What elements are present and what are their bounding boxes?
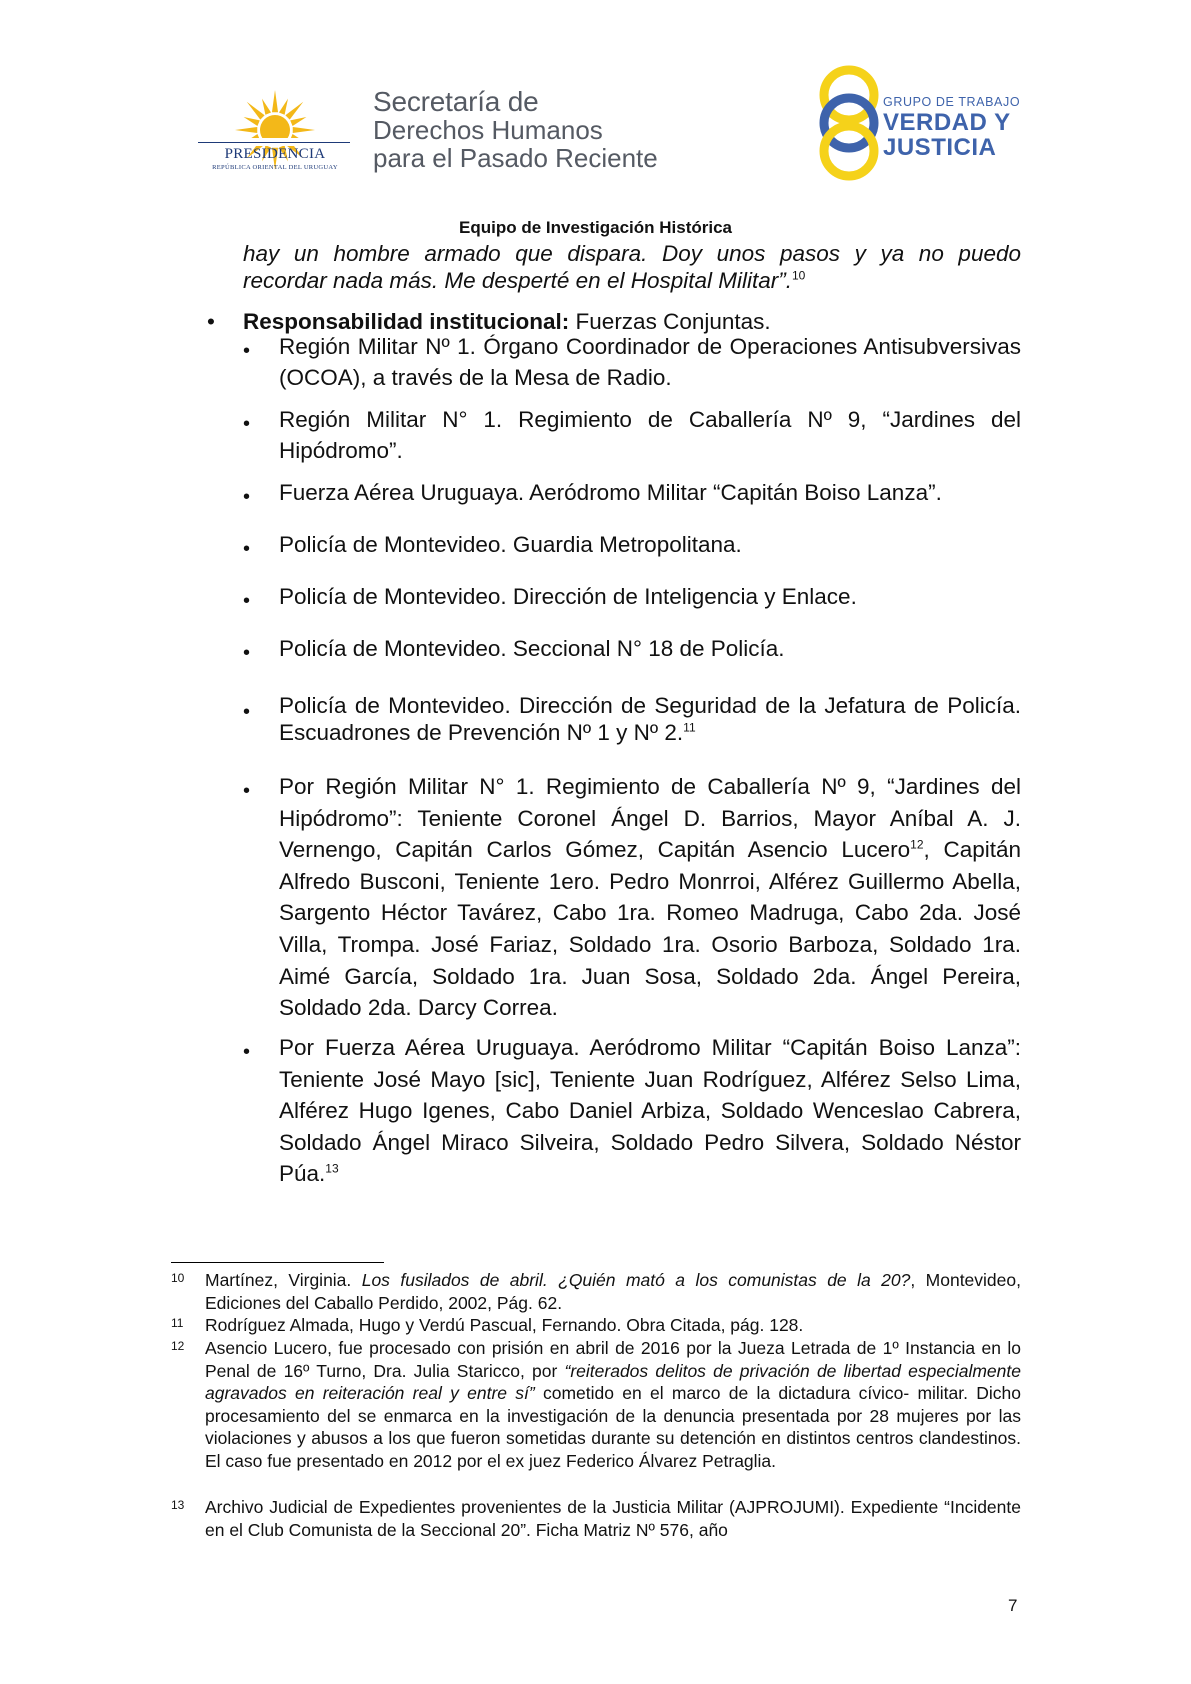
list-item	[279, 771, 1021, 1024]
secretaria-line2: Derechos Humanos	[373, 115, 603, 145]
footnote-text	[205, 1337, 1021, 1472]
sub-bullet-icon: •	[243, 590, 251, 612]
sun-ray	[235, 127, 257, 133]
list-item	[279, 692, 1021, 746]
sun-ray	[293, 127, 315, 133]
footnote-text-plain: cometido en el marco de la dictadura cívico- militar. Dicho procesamiento del se enmarca en la investigación de la denuncia presentada por 28 mujeres por las violaciones y abusos a los que fueron sometidas durante su detención en distintos centros clandestinos. El caso fue presentado en 2012 por el ex juez Federico Álvarez Petraglia.	[205, 1383, 1022, 1471]
sub-bullet-icon: •	[243, 413, 251, 435]
footnote-text-italic: “reiterados delitos de privación de libertad especialmente agravados en reiteración real y entre sí”	[205, 1360, 1021, 1403]
presidencia-title: PRESIDENCIA	[224, 146, 326, 162]
footnote-text-italic: Los fusilados de abril. ¿Quién mató a los comunistas de la 20?	[361, 1270, 911, 1290]
presidencia-rule	[198, 142, 350, 143]
footnote-text: Archivo Judicial de Expedientes provenientes de la Justicia Militar (AJPROJUMI). Expediente “Incidente en el Club Comunista de la Seccional 20”. Ficha Matriz Nº 576, año	[205, 1497, 1021, 1540]
footnote-number: 13	[171, 1498, 185, 1512]
footnote-text-plain: Martínez, Virginia.	[205, 1270, 362, 1290]
list-item: Policía de Montevideo. Guardia Metropolitana.	[279, 532, 742, 557]
bullet-icon: •	[207, 309, 215, 334]
page-number: 7	[1008, 1596, 1018, 1615]
footnote-text	[205, 1269, 1021, 1314]
gtvj-line1: VERDAD Y	[883, 109, 1011, 136]
secretaria-line3: para el Pasado Reciente	[373, 143, 658, 173]
gtvj-line2: JUSTICIA	[883, 134, 997, 161]
footnote-ref-10[interactable]: 10	[792, 268, 806, 283]
sub-bullet-icon: •	[243, 486, 251, 508]
sun-ray	[285, 102, 303, 120]
footnote-ref-11[interactable]: 11	[683, 720, 696, 735]
responsabilidad-value: Fuerzas Conjuntas.	[569, 309, 771, 334]
quote-line-1: hay un hombre armado que dispara. Doy unos pasos y ya no puedo	[243, 241, 1021, 266]
sub-bullet-icon: •	[243, 701, 251, 723]
list-item-text-continued: , Capitán Alfredo Busconi, Teniente 1ero. Pedro Monrroi, Alférez Guillermo Abella, Sargento Héctor Tavárez, Cabo 1ra. Romeo Madruga, Cabo 2da. José Villa, Trompa. José Fariaz, Soldado 1ra. Osorio Barboza, Soldado 1ra. Aimé García, Soldado 1ra. Juan Sosa, Soldado 2da. Ángel Pereira, Soldado 2da. Darcy Correa.	[279, 837, 1021, 1021]
sun-ray	[290, 117, 306, 126]
responsabilidad-label: Responsabilidad institucional:	[243, 309, 570, 334]
footnote-ref-13[interactable]: 13	[325, 1161, 339, 1176]
quote-continuation	[243, 240, 1021, 294]
team-heading: Equipo de Investigación Histórica	[459, 218, 732, 237]
secretaria-wordmark	[373, 88, 658, 172]
page-header	[0, 0, 1191, 240]
list-item-text: Policía de Montevideo. Dirección de Seguridad de la Jefatura de Policía. Escuadrones de Prevención Nº 1 y Nº 2.	[279, 693, 1021, 745]
gtvj-small-line: GRUPO DE TRABAJO	[883, 95, 1021, 109]
list-item: Policía de Montevideo. Dirección de Inteligencia y Enlace.	[279, 584, 857, 609]
sun-ray	[247, 102, 265, 120]
sub-bullet-icon: •	[243, 538, 251, 560]
footnote-separator	[171, 1262, 384, 1263]
list-item: Región Militar N° 1. Regimiento de Caballería Nº 9, “Jardines del Hipódromo”.	[279, 407, 1021, 463]
list-item: Región Militar Nº 1. Órgano Coordinador de Operaciones Antisubversivas (OCOA), a través de la Mesa de Radio.	[279, 334, 1021, 390]
list-item	[279, 1032, 1021, 1190]
sub-bullet-icon: •	[243, 340, 251, 362]
sun-ray	[262, 99, 271, 115]
sun-ray	[279, 99, 288, 115]
quote-line-2	[243, 267, 1021, 294]
verdad-justicia-wordmark	[883, 94, 1020, 160]
footnote-number: 10	[171, 1271, 185, 1285]
presidencia-subtitle: REPÚBLICA ORIENTAL DEL URUGUAY	[212, 164, 338, 171]
sub-bullet-icon: •	[243, 1041, 251, 1063]
footnote-text-plain: Asencio Lucero, fue procesado con prisión en abril de 2016 por la Jueza Letrada de 1º Instancia en lo Penal de 16º Turno, Dra. Julia Staricco, por	[205, 1338, 1021, 1381]
list-item: Policía de Montevideo. Seccional N° 18 de Policía.	[279, 636, 785, 661]
quote-line-2-text: recordar nada más. Me desperté en el Hospital Militar”.	[243, 268, 792, 293]
list-item: Fuerza Aérea Uruguaya. Aeródromo Militar “Capitán Boiso Lanza”.	[279, 480, 942, 505]
sun-ray	[272, 90, 278, 112]
list-item-text: Por Región Militar N° 1. Regimiento de Caballería Nº 9, “Jardines del Hipódromo”: Teniente Coronel Ángel D. Barrios, Mayor Aníbal A. J. Vernengo, Capitán Carlos Gómez, Capitán Asencio Lucero	[279, 774, 1021, 863]
footnote-text-plain: , Montevideo, Ediciones del Caballo Perdido, 2002, Pág. 62.	[205, 1270, 1021, 1313]
footnote-ref-12[interactable]: 12	[910, 837, 924, 852]
footnote-number: 11	[171, 1316, 184, 1330]
secretaria-line1: Secretaría de	[373, 86, 539, 117]
verdad-justicia-rings-logo	[810, 62, 888, 184]
list-item-text: Por Fuerza Aérea Uruguaya. Aeródromo Militar “Capitán Boiso Lanza”: Teniente José Mayo [sic], Teniente Juan Rodríguez, Alférez Selso Lima, Alférez Hugo Igenes, Cabo Daniel Arbiza, Soldado Wenceslao Cabrera, Soldado Ángel Miraco Silveira, Soldado Pedro Silvera, Soldado Néstor Púa.	[279, 1035, 1021, 1187]
sub-bullet-icon: •	[243, 780, 251, 802]
footnote-number: 12	[171, 1339, 185, 1353]
sun-ray	[244, 117, 260, 126]
sub-bullet-icon: •	[243, 642, 251, 664]
footnote-text: Rodríguez Almada, Hugo y Verdú Pascual, Fernando. Obra Citada, pág. 128.	[205, 1315, 804, 1335]
